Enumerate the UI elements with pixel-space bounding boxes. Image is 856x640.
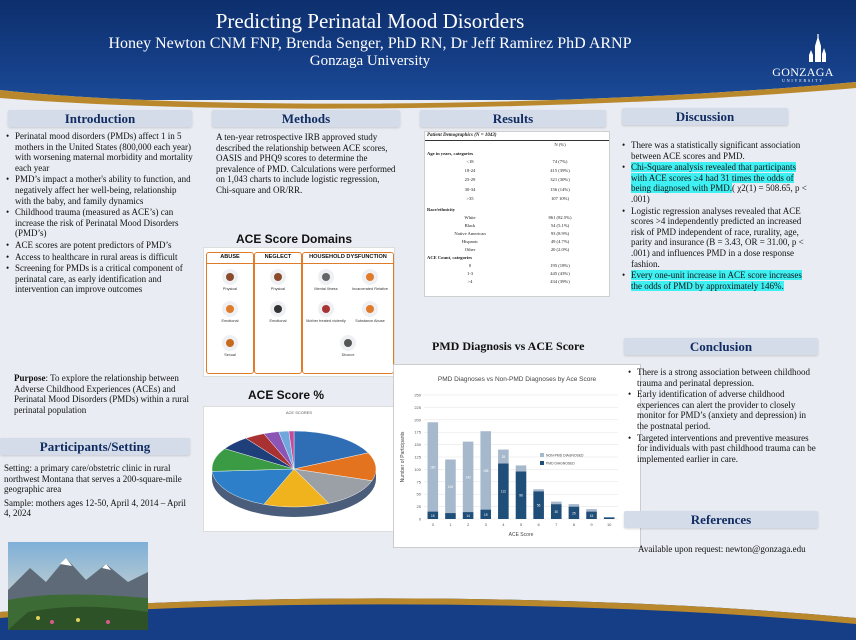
demographics-table — [424, 131, 610, 297]
ace-item: Mental Illness — [306, 269, 346, 291]
household-group-head: HOUSEHOLD DYSFUNCTION — [303, 252, 393, 264]
y-tick-label: 250 — [414, 392, 421, 398]
pmd-chart-heading: PMD Diagnosis vs ACE Score — [432, 339, 585, 353]
y-axis-label: Number of Participants — [400, 431, 406, 483]
intro-bullet: • Childhood trauma (measured as ACE’s) can increase the risk of Perinatal Mood Disorders (PMD’s) — [6, 207, 194, 239]
discussion-bullet: • Chi-Square analysis revealed that participants with ACE scores ≥4 had 31 times the odds of being diagnosed with PMD.( χ2(1) = 508.65, p < .001) — [622, 162, 812, 204]
row-label: <18 — [466, 159, 474, 164]
y-tick-label: 175 — [414, 429, 421, 435]
row-label: Native American — [454, 231, 486, 236]
setting-text: Setting: a primary care/obstetric clinic in rural northwest Montana that serves a 200-square-mile geographic area — [4, 463, 182, 495]
conclusion-header: Conclusion — [624, 338, 818, 355]
intro-bullet: • PMD’s impact a mother's ability to function, and negatively affect her well-being, relationship with the baby, and family dynamics — [6, 174, 194, 206]
demographics-title: Patient Demographics (N = 1043) — [427, 133, 497, 138]
x-tick-label: 6 — [537, 522, 540, 527]
demographics-row — [425, 231, 605, 238]
purpose-label: Purpose — [14, 373, 46, 383]
x-tick-label: 10 — [606, 522, 612, 527]
y-tick-label: 225 — [414, 404, 421, 410]
y-tick-label: 150 — [414, 442, 421, 448]
methods-header: Methods — [212, 110, 400, 127]
highlight-text: Chi-Square analysis revealed that participants with ACE scores ≥4 had 31 times the odds of being diagnosed with PMD. — [631, 162, 796, 194]
bar-segment — [533, 489, 544, 491]
discussion-bullet: • Logistic regression analyses revealed that ACE scores >4 independently predicted an increased risk of PMD independent of race, rurality, age, parity and insurance (B = 3.43, OR = 31.00, p < .001) and influences PMD in a dose response fashion. — [622, 206, 812, 270]
y-tick-label: 25 — [416, 504, 421, 510]
ace-item: Physical — [258, 269, 298, 291]
discussion-bullet: • There was a statistically significant association between ACE scores and PMD. — [622, 140, 812, 161]
row-label: 0 — [468, 263, 472, 268]
highlight-text: Every one-unit increase in ACE score increases the odds of PMD by approximately 146%. — [631, 270, 802, 291]
bar-value-label: 19 — [483, 512, 488, 517]
bar-segment — [551, 502, 562, 504]
discussion-header: Discussion — [622, 108, 788, 125]
y-tick-label: 100 — [414, 466, 421, 472]
y-tick-label: 0 — [418, 516, 421, 522]
introduction-header: Introduction — [8, 110, 192, 127]
ace-item: Divorce — [328, 335, 368, 357]
y-tick-label: 50 — [416, 491, 421, 497]
conclusion-bullets — [628, 367, 818, 465]
intro-bullet: • Perinatal mood disorders (PMDs) affect 1 in 5 mothers in the United States (800,000 each year) with worsening maternal morbidity and mortality each year — [6, 131, 194, 173]
row-value: 434 (39%) — [550, 279, 570, 284]
row-value: 415 (39%) — [550, 168, 570, 174]
poster-authors: Honey Newton CNM FNP, Brenda Senger, PhD RN, Dr Jeff Ramirez PhD ARNP — [108, 35, 632, 52]
x-axis-label: ACE Score — [508, 532, 534, 538]
demographics-row — [425, 215, 605, 222]
intro-bullet: • Screening for PMDs is a critical component of perinatal care, as early identification and intervention can improve outcomes — [6, 263, 194, 295]
neglect-group-head: NEGLECT — [255, 252, 301, 264]
demographics-row — [425, 263, 605, 270]
gonzaga-logo — [762, 34, 844, 82]
demographics-row — [425, 271, 605, 278]
logo-subword: UNIVERSITY — [782, 78, 824, 83]
row-value: 20 (2.0%) — [550, 247, 570, 252]
purpose-text: : To explore the relationship between Adverse Childhood Experiences (ACEs) and Perinatal Mood Disorders (PMDs) within a rural perinatal population — [14, 373, 189, 415]
ace-item: Incarcerated Relative — [350, 269, 390, 291]
demographics-row — [425, 279, 605, 286]
demographics-row — [425, 187, 605, 194]
ace-item: Mother treated violently — [306, 301, 346, 323]
participants-text — [4, 463, 192, 522]
intro-bullet: • ACE scores are potent predictors of PMD’s — [6, 240, 194, 251]
church-spire-icon — [762, 34, 844, 66]
bar-segment — [445, 513, 456, 519]
bar-value-label: 158 — [483, 468, 489, 473]
x-tick-label: 4 — [502, 522, 505, 527]
bar-segment — [586, 509, 597, 511]
row-value: 861 (82.5%) — [548, 215, 572, 220]
bar-value-label: 14 — [466, 514, 470, 519]
x-tick-label: 7 — [555, 522, 558, 527]
purpose-statement — [14, 373, 192, 415]
bar-value-label: 108 — [447, 484, 454, 489]
legend-label: NON-PMD DIAGNOSED — [546, 453, 584, 458]
household-dysfunction-group — [302, 252, 394, 374]
conclusion-bullet: • Targeted interventions and preventive measures for individuals with past childhood trauma can be implemented earlier in care. — [628, 433, 818, 465]
y-tick-label: 200 — [414, 417, 421, 423]
ace-count-header: ACE Count, categories — [427, 255, 473, 260]
ace-pie-chart — [204, 411, 394, 531]
bar-segment — [569, 504, 580, 506]
bar-value-label: 15 — [431, 513, 435, 518]
participants-header: Participants/Setting — [0, 438, 190, 455]
bar-value-label: 112 — [500, 489, 506, 494]
row-label: Hispanic — [461, 239, 479, 244]
bar-value-label: 25 — [572, 511, 576, 516]
ace-domains-card — [203, 247, 395, 377]
x-tick-label: 2 — [466, 522, 470, 527]
row-value: 445 (43%) — [550, 271, 570, 276]
ace-item: Physical — [210, 269, 250, 291]
row-value: 156 (14%) — [550, 186, 570, 192]
x-tick-label: 0 — [431, 522, 434, 527]
bar-value-label: 56 — [536, 503, 541, 508]
row-label: Other — [464, 247, 476, 252]
y-tick-label: 125 — [414, 454, 421, 460]
ace-pie-inner-title: ACE SCORES — [285, 410, 313, 415]
bar-value-label: 142 — [465, 475, 471, 480]
row-label: White — [464, 215, 476, 220]
poster-title: Predicting Perinatal Mood Disorders — [215, 9, 525, 33]
legend-swatch — [540, 453, 544, 457]
bar-value-label: 96 — [519, 493, 523, 498]
conclusion-bullet: • Early identification of adverse childhood experiences can alert the provider to closely monitor for PMD’s (anxiety and depression) in the postnatal period. — [628, 389, 818, 431]
ace-item: Emotional — [210, 301, 250, 323]
bar-value-label: 180 — [430, 465, 436, 470]
row-value: 195 (18%) — [550, 263, 570, 268]
row-value: 107 10%) — [551, 195, 569, 201]
sample-text: Sample: mothers ages 12-50, April 4, 2014 – April 4, 2024 — [4, 497, 186, 519]
bar-value-label: 15 — [589, 513, 594, 518]
x-tick-label: 3 — [484, 522, 487, 527]
row-label: 1-3 — [466, 271, 474, 276]
references-text: Available upon request: newton@gonzaga.edu — [638, 544, 806, 554]
results-header: Results — [420, 110, 606, 127]
discussion-bullets — [622, 140, 812, 292]
demographics-row — [425, 168, 605, 175]
demographics-row — [425, 247, 605, 254]
race-header: Race/ethnicity — [427, 207, 456, 212]
ace-item: Substance Abuse — [350, 301, 390, 323]
pmd-chart-card — [393, 364, 641, 548]
bar-segment — [516, 465, 527, 471]
demographics-col-header: N (%) — [554, 142, 566, 147]
ace-pie-card — [203, 406, 395, 532]
neglect-group — [254, 252, 302, 374]
x-tick-label: 5 — [519, 522, 523, 527]
demographics-row — [425, 223, 605, 230]
row-value: 93 (8.9%) — [550, 231, 570, 236]
row-value: 49 (4.7%) — [550, 239, 570, 244]
y-tick-label: 75 — [416, 479, 421, 485]
abuse-group — [206, 252, 254, 374]
legend-swatch — [540, 461, 544, 465]
bar-value-label: 28 — [501, 455, 506, 460]
poster-affiliation: Gonzaga University — [309, 53, 431, 69]
mountain-landscape-photo — [8, 542, 148, 630]
row-value: 54 (5.1%) — [550, 223, 570, 228]
row-label: 30-34 — [464, 186, 476, 192]
demographics-row — [425, 177, 605, 184]
references-header: References — [624, 511, 818, 528]
row-label: >35 — [466, 195, 474, 201]
x-tick-label: 9 — [590, 522, 593, 527]
legend-label: PMD DIAGNOSED — [546, 461, 575, 466]
row-label: Black — [464, 223, 476, 228]
ace-domains-title: ACE Score Domains — [236, 232, 353, 246]
intro-bullet: • Access to healthcare in rural areas is difficult — [6, 252, 194, 263]
row-label: 25-29 — [464, 177, 476, 183]
row-value: 321 (30%) — [550, 177, 570, 183]
row-value: 74 (7%) — [552, 159, 568, 164]
ace-item: Emotional — [258, 301, 298, 323]
demographics-row — [425, 239, 605, 246]
demographics-row — [425, 159, 605, 166]
logo-word: GONZAGA — [772, 65, 834, 79]
abuse-group-head: ABUSE — [207, 252, 253, 264]
age-header: Age in years, categories — [427, 151, 474, 156]
discussion-bullet — [622, 270, 812, 291]
demographics-row — [425, 196, 605, 203]
row-label: 18-24 — [464, 168, 476, 174]
ace-pie-title: ACE Score % — [248, 388, 325, 402]
bar-segment — [604, 518, 615, 519]
row-label: >4 — [467, 279, 473, 284]
x-tick-label: 8 — [572, 522, 576, 527]
pmd-bar-chart — [394, 365, 640, 547]
methods-text: A ten-year retrospective IRB approved study described the relationship between ACE scores, OASIS and PHQ9 scores to determine the prevalence of PMD. Calculations were performed on 1,043 charts to include logistic regression, Chi-square and OR/RR. — [216, 132, 396, 195]
bar-value-label: 30 — [554, 510, 559, 515]
ace-item: Sexual — [210, 335, 250, 357]
introduction-bullets — [6, 131, 194, 296]
x-tick-label: 1 — [449, 522, 452, 527]
conclusion-bullet: • There is a strong association between childhood trauma and perinatal depression. — [628, 367, 818, 388]
chart-title: PMD Diagnoses vs Non-PMD Diagnoses by Ace Score — [437, 376, 597, 383]
